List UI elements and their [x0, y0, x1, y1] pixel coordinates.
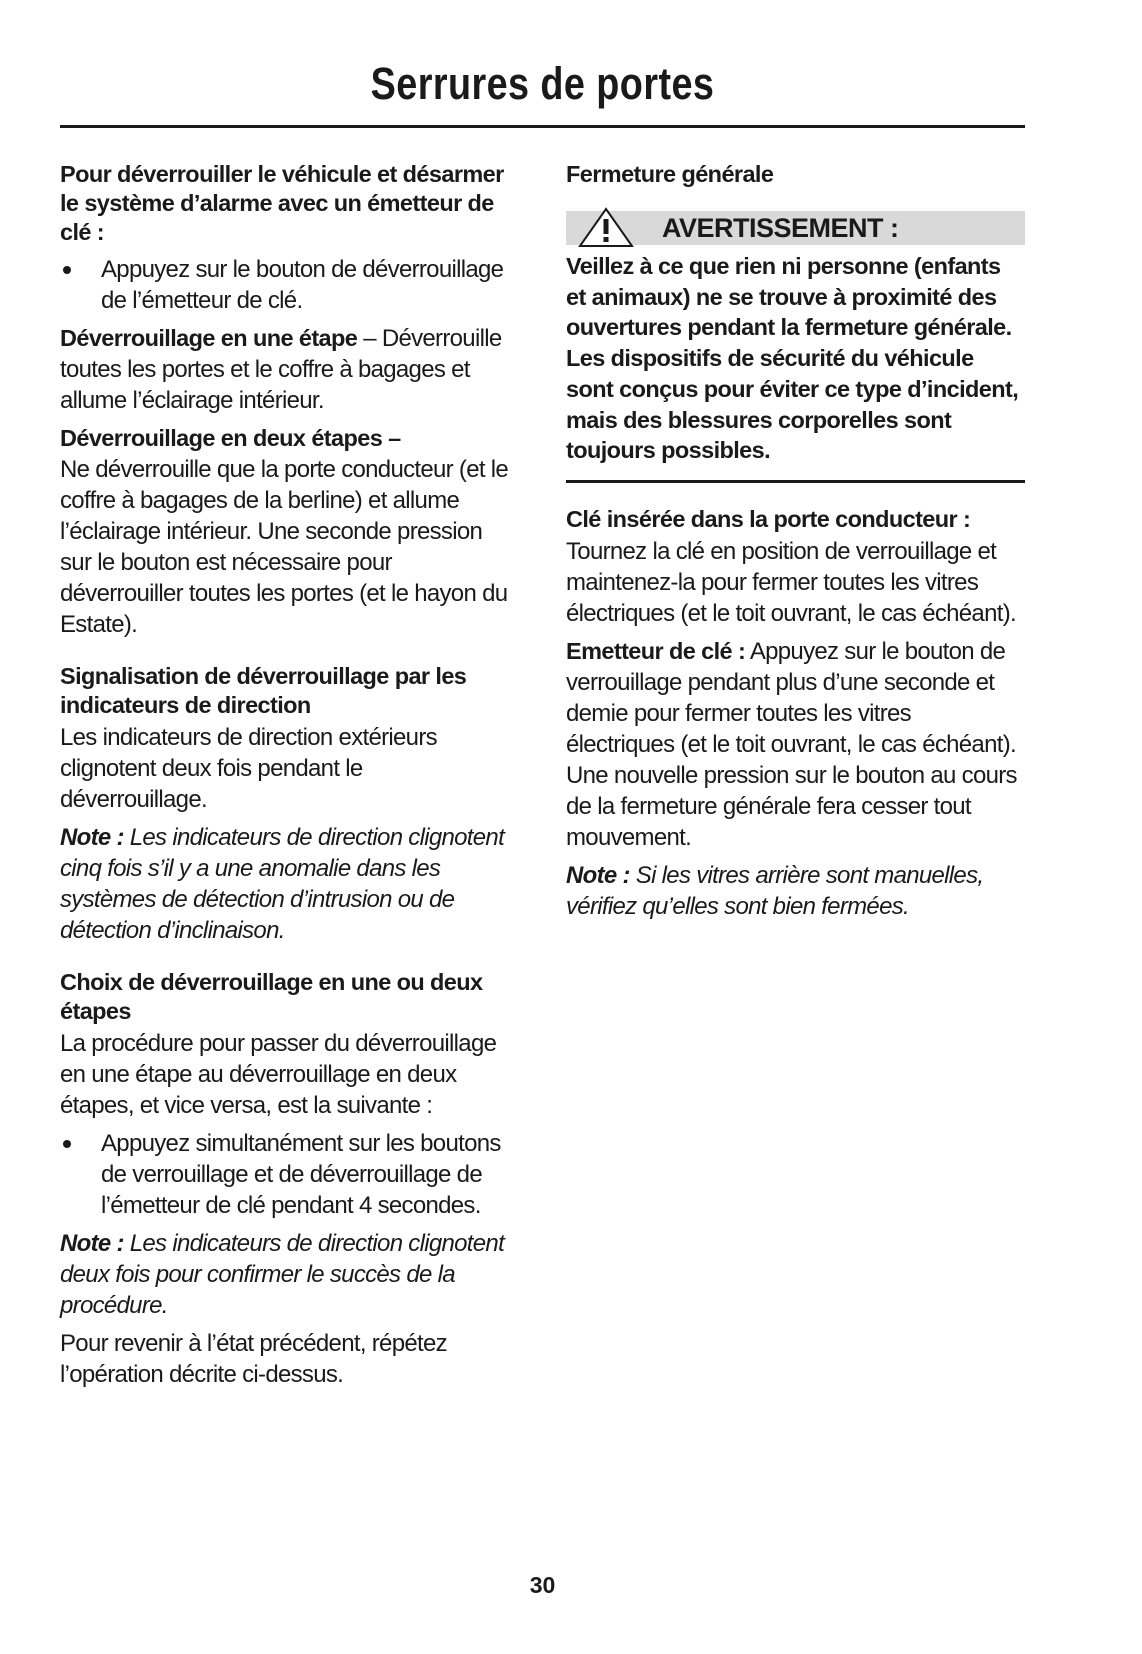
bullet-dot-icon: [63, 266, 71, 274]
bullet-list: [60, 254, 515, 316]
left-column: [60, 160, 515, 1390]
paragraph-revert: Pour revenir à l’état précédent, répétez l’opération décrite ci-dessus.: [60, 1330, 447, 1388]
paragraph-key-in-door: Tournez la clé en position de verrouillage et maintenez-la pour fermer toutes les vitres électriques (et le toit ouvrant, le cas échéant).: [566, 537, 1016, 627]
term-two-step-dash: –: [382, 425, 401, 451]
note-text: Les indicateurs de direction clignotent deux fois pour confirmer le succès de la procédure.: [60, 1230, 505, 1319]
definition-two-step: Ne déverrouille que la porte conducteur (et le coffre à bagages de la berline) et allume l’éclairage intérieur. Une seconde pression sur le bouton est nécessaire pour déverrouiller toutes les portes (et le hayon du Estate).: [60, 456, 509, 638]
section-heading-global-close: Fermeture générale: [566, 161, 774, 187]
paragraph-new-press: Une nouvelle pression sur le bouton au cours de la fermeture générale fera cesser tout mouvement.: [566, 761, 1017, 851]
warning-title: AVERTISSEMENT :: [662, 213, 899, 243]
section-heading-unlock: Pour déverrouiller le véhicule et désarmer le système d’alarme avec un émetteur de clé :: [60, 161, 504, 245]
term-two-step: Déverrouillage en deux étapes: [60, 425, 383, 451]
section-heading-key-in-door: Clé insérée dans la porte conducteur :: [566, 505, 971, 532]
note-text: Les indicateurs de direction clignotent cinq fois s’il y a une anomalie dans les systèmes de détection d’intrusion ou de détection d’inclinaison.: [60, 824, 505, 944]
section-heading-signal: Signalisation de déverrouillage par les indicateurs de direction: [60, 663, 467, 718]
paragraph-two-step-heading: [60, 423, 515, 454]
bullet-list: [60, 1128, 515, 1221]
paragraph-one-step: [60, 323, 515, 416]
paragraph-key-transmitter: [566, 636, 1025, 760]
paragraph-signal: Les indicateurs de direction extérieurs clignotent deux fois pendant le déverrouillage.: [60, 724, 437, 813]
note-label: Note :: [566, 861, 630, 889]
paragraph-procedure: La procédure pour passer du déverrouillage en une étape au déverrouillage en deux étapes, et vice versa, est la suivante :: [60, 1030, 497, 1119]
warning-banner: [566, 211, 1025, 245]
term-key-transmitter: Emetteur de clé :: [566, 637, 746, 664]
warning-body: Veillez à ce que rien ni personne (enfants et animaux) ne se trouve à proximité des ouvertures pendant la fermeture générale. Les dispositifs de sécurité du véhicule sont conçus pour éviter ce type d’incident, mais des blessures corporelles sont toujours possibles.: [566, 253, 1019, 464]
page-number: 30: [529, 1572, 556, 1598]
note-label: Note :: [60, 1230, 124, 1257]
bullet-text: Appuyez simultanément sur les boutons de verrouillage et de déverrouillage de l’émetteur de clé pendant 4 secondes.: [101, 1130, 501, 1219]
definition-one-step: – Déverrouille toutes les portes et le coffre à bagages et allume l’éclairage intérieur.: [60, 325, 502, 414]
section-heading-choice: Choix de déverrouillage en une ou deux étapes: [60, 969, 483, 1024]
list-item: [60, 254, 515, 316]
note-text: Si les vitres arrière sont manuelles, vérifiez qu’elles sont bien fermées.: [566, 861, 984, 920]
page-title: Serrures de portes: [370, 58, 715, 109]
warning-divider: [566, 480, 1025, 483]
note-label: Note :: [60, 824, 124, 851]
note-confirm: [60, 1228, 515, 1321]
bullet-text: Appuyez sur le bouton de déverrouillage de l’émetteur de clé.: [101, 256, 504, 314]
list-item: [60, 1128, 515, 1221]
definition-key-transmitter: Appuyez sur le bouton de verrouillage pendant plus d’une seconde et demie pour fermer toutes les vitres électriques (et le toit ouvrant, le cas échéant).: [566, 637, 1016, 758]
note-rear-windows: [566, 860, 1025, 922]
warning-triangle-icon: [578, 207, 634, 247]
term-one-step: Déverrouillage en une étape: [60, 325, 358, 351]
bullet-dot-icon: [63, 1140, 71, 1148]
right-column: [566, 160, 1025, 922]
note-anomaly: [60, 822, 515, 946]
title-divider: [60, 125, 1025, 128]
